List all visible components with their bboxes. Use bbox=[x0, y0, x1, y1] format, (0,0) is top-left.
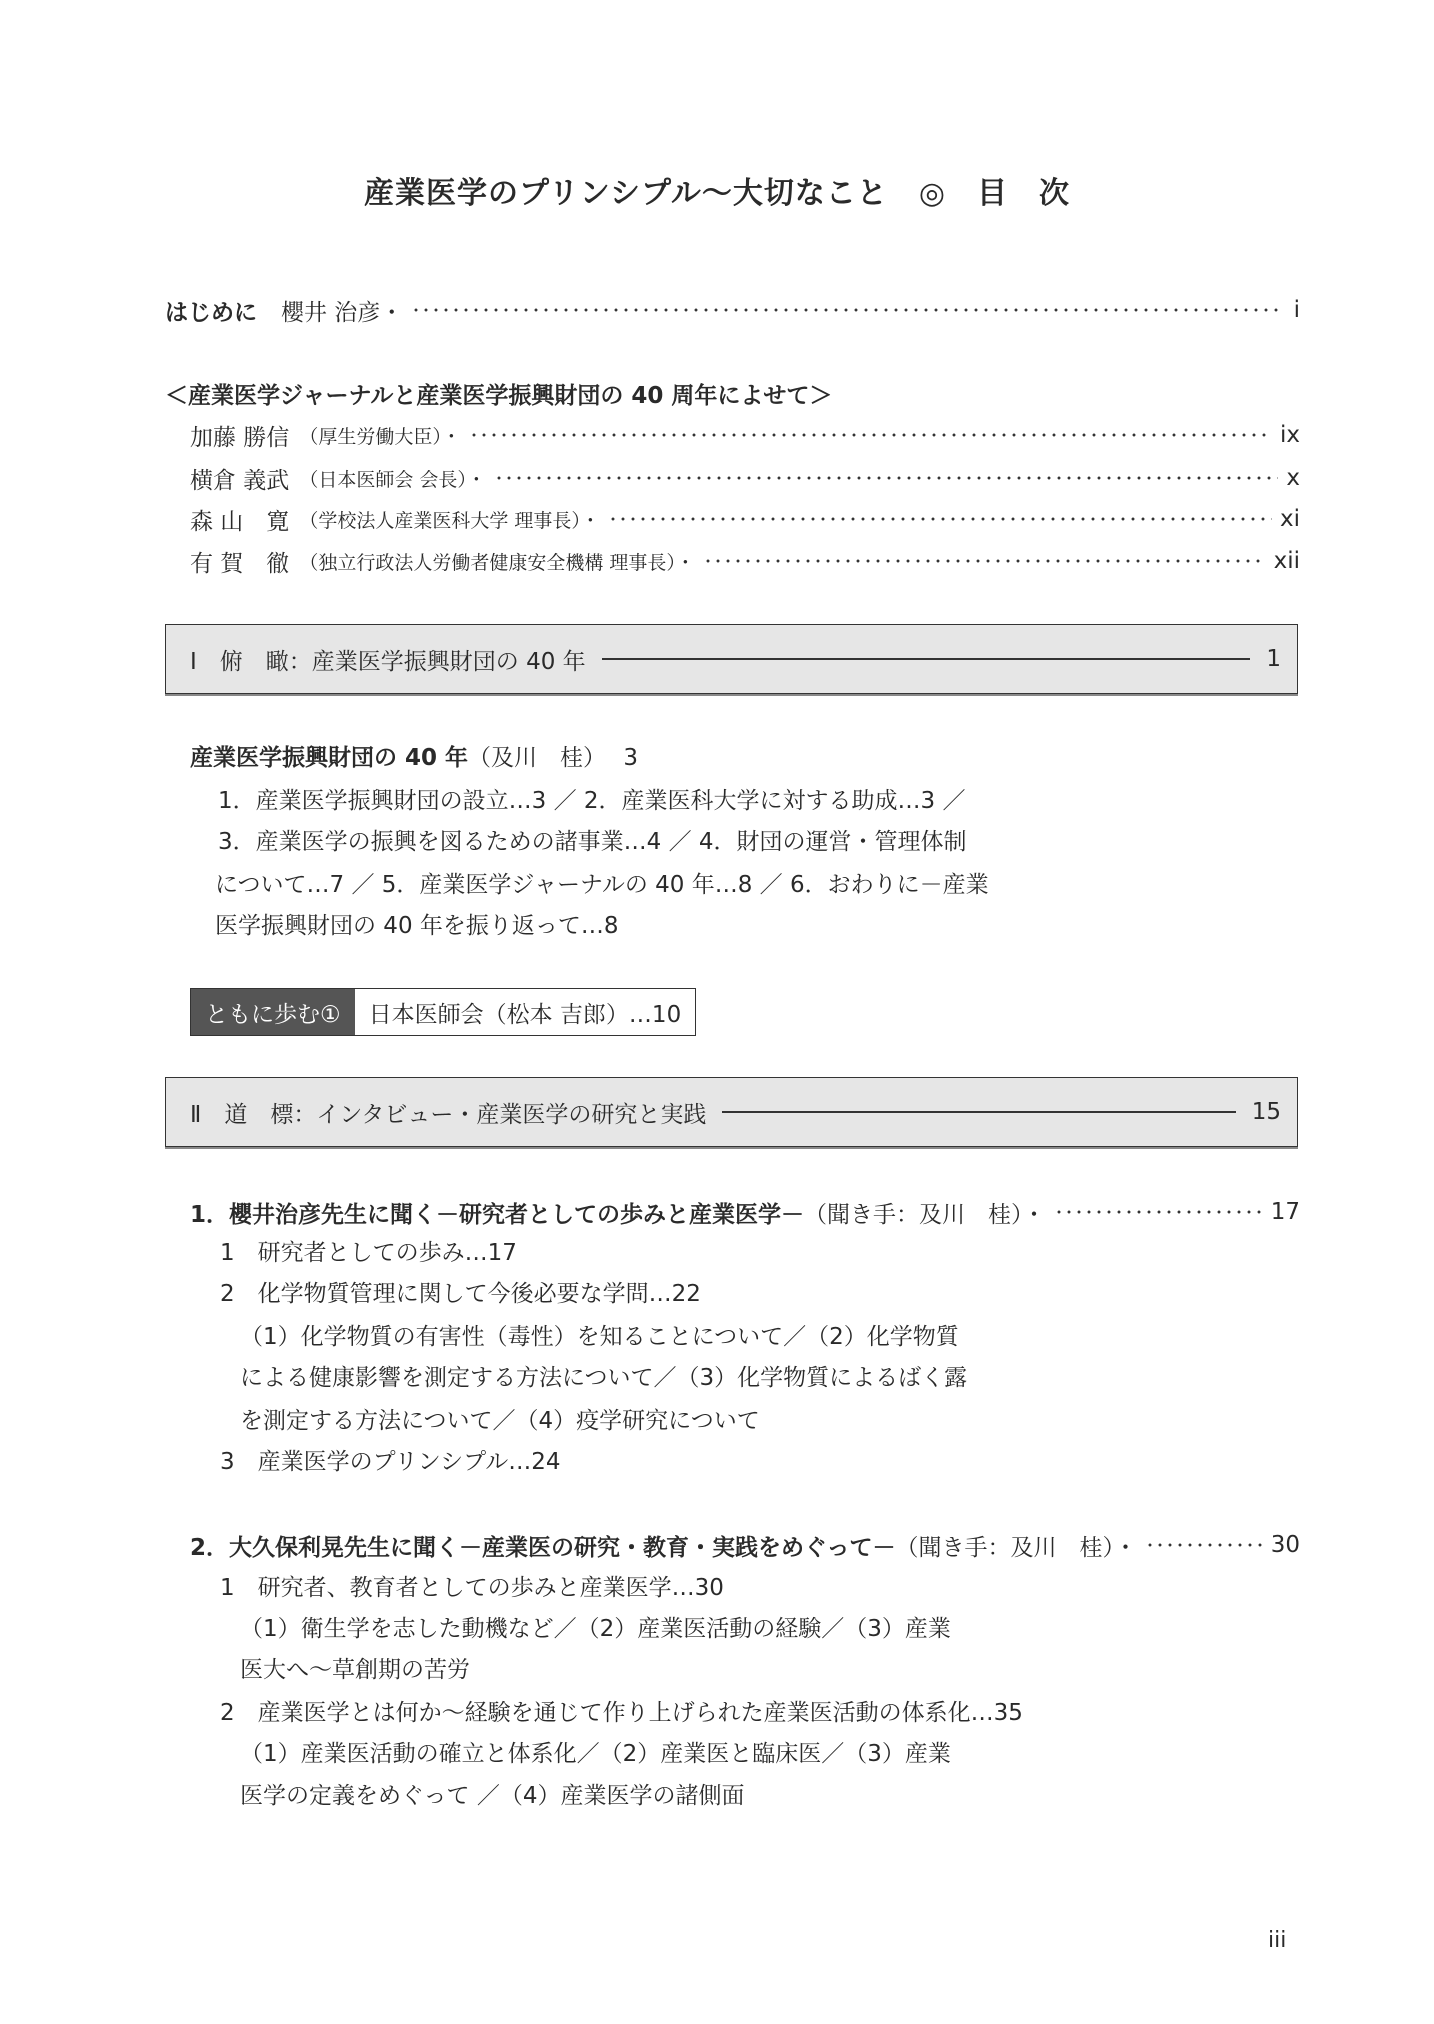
part2-header[interactable] bbox=[165, 1077, 1298, 1147]
contents-line: 1 研究者としての歩み…17 bbox=[220, 1240, 517, 1266]
page-ref: x bbox=[1286, 465, 1300, 491]
author-role: （日本医師会 会長）・ bbox=[299, 468, 486, 491]
author-role: （学校法人産業医科大学 理事長）・ bbox=[299, 509, 600, 532]
tomoni-tag: ともに歩む① bbox=[191, 989, 355, 1035]
interview-entry[interactable] bbox=[190, 1195, 1300, 1229]
page-ref: 1 bbox=[1266, 646, 1281, 672]
article-contents-line: について…7 ／ 5．産業医学ジャーナルの 40 年…8 ／ 6．おわりに－産業 bbox=[215, 872, 989, 898]
tomoni-entry[interactable] bbox=[190, 988, 696, 1036]
toc-entry-preface[interactable] bbox=[165, 293, 1300, 327]
page-ref: i bbox=[1293, 297, 1300, 323]
dot-leader bbox=[608, 517, 1272, 521]
contents-line: 2 産業医学とは何か〜経験を通じて作り上げられた産業医活動の体系化…35 bbox=[220, 1700, 1023, 1726]
author-name: 森 山 寛 bbox=[190, 508, 290, 535]
article-contents-line: 1．産業医学振興財団の設立…3 ／ 2．産業医科大学に対する助成…3 ／ bbox=[218, 788, 966, 814]
contents-line: （1）化学物質の有害性（毒性）を知ることについて／（2）化学物質 bbox=[240, 1324, 959, 1350]
contents-line: （1）衛生学を志した動機など／（2）産業医活動の経験／（3）産業 bbox=[240, 1616, 951, 1642]
article-title: 産業医学振興財団の 40 年 bbox=[190, 745, 469, 771]
dot-leader bbox=[1054, 1210, 1263, 1214]
interview-title: 1．櫻井治彦先生に聞く－研究者としての歩みと産業医学－ bbox=[190, 1201, 805, 1228]
author-role: （厚生労働大臣）・ bbox=[299, 425, 461, 448]
author-name: 横倉 義武 bbox=[190, 467, 290, 494]
toc-entry[interactable] bbox=[190, 544, 1300, 578]
dot-leader bbox=[411, 308, 1280, 312]
rule-line bbox=[722, 1111, 1235, 1113]
page-ref: 3 bbox=[623, 745, 638, 771]
tomoni-text: 日本医師会（松本 吉郎）…10 bbox=[368, 1001, 682, 1028]
contents-line: 1 研究者、教育者としての歩みと産業医学…30 bbox=[220, 1575, 724, 1601]
contents-line: を測定する方法について／（4）疫学研究について bbox=[240, 1408, 760, 1434]
page-number: iii bbox=[1268, 1928, 1287, 1953]
part-label: Ⅱ 道 標：インタビュー・産業医学の研究と実践 bbox=[190, 1101, 707, 1128]
interviewer: （聞き手：及川 桂）・ bbox=[895, 1534, 1138, 1561]
dot-leader bbox=[1145, 1543, 1263, 1547]
toc-entry[interactable] bbox=[190, 502, 1300, 536]
article-contents-line: 医学振興財団の 40 年を振り返って…8 bbox=[215, 913, 619, 939]
contents-line: 2 化学物質管理に関して今後必要な学問…22 bbox=[220, 1281, 701, 1307]
part-label: Ⅰ 俯 瞰：産業医学振興財団の 40 年 bbox=[190, 648, 586, 675]
author-name: 有 賀 徹 bbox=[190, 550, 290, 577]
part1-header[interactable] bbox=[165, 624, 1298, 694]
page-ref: xii bbox=[1273, 548, 1300, 574]
article-contents-line: 3．産業医学の振興を図るための諸事業…4 ／ 4．財団の運営・管理体制 bbox=[218, 829, 967, 855]
contents-line: （1）産業医活動の確立と体系化／（2）産業医と臨床医／（3）産業 bbox=[240, 1741, 951, 1767]
author-role: （独立行政法人労働者健康安全機構 理事長）・ bbox=[299, 551, 695, 574]
dot-leader bbox=[494, 476, 1279, 480]
toc-entry[interactable] bbox=[190, 461, 1300, 495]
interview-title: 2．大久保利晃先生に聞く－産業医の研究・教育・実践をめぐって－ bbox=[190, 1534, 896, 1561]
dot-leader bbox=[703, 559, 1266, 563]
page-ref: 15 bbox=[1251, 1099, 1281, 1125]
contents-line: 医大へ〜草創期の苦労 bbox=[240, 1657, 470, 1683]
author-name: 加藤 勝信 bbox=[190, 424, 290, 451]
dot-leader bbox=[469, 433, 1272, 437]
page-ref: 30 bbox=[1270, 1532, 1300, 1558]
interviewer: （聞き手：及川 桂）・ bbox=[804, 1201, 1046, 1228]
preface-author: 櫻井 治彦・ bbox=[281, 299, 404, 326]
anniversary-heading: ＜産業医学ジャーナルと産業医学振興財団の 40 周年によせて＞ bbox=[165, 383, 833, 409]
contents-line: 医学の定義をめぐって ／（4）産業医学の諸側面 bbox=[240, 1783, 745, 1809]
page-ref: xi bbox=[1279, 506, 1300, 532]
preface-label: はじめに bbox=[165, 299, 257, 326]
contents-line: 3 産業医学のプリンシプル…24 bbox=[220, 1449, 561, 1475]
page-ref: ix bbox=[1279, 422, 1300, 448]
interview-entry[interactable] bbox=[190, 1528, 1300, 1562]
article-author: （及川 桂） bbox=[468, 745, 607, 771]
page-ref: 17 bbox=[1270, 1199, 1300, 1225]
page-title: 産業医学のプリンシプル〜大切なこと ◎ 目 次 bbox=[363, 176, 1071, 211]
rule-line bbox=[602, 658, 1251, 660]
toc-entry[interactable] bbox=[190, 418, 1300, 452]
article-title-row[interactable] bbox=[190, 741, 638, 775]
contents-line: による健康影響を測定する方法について／（3）化学物質によるばく露 bbox=[240, 1365, 968, 1391]
